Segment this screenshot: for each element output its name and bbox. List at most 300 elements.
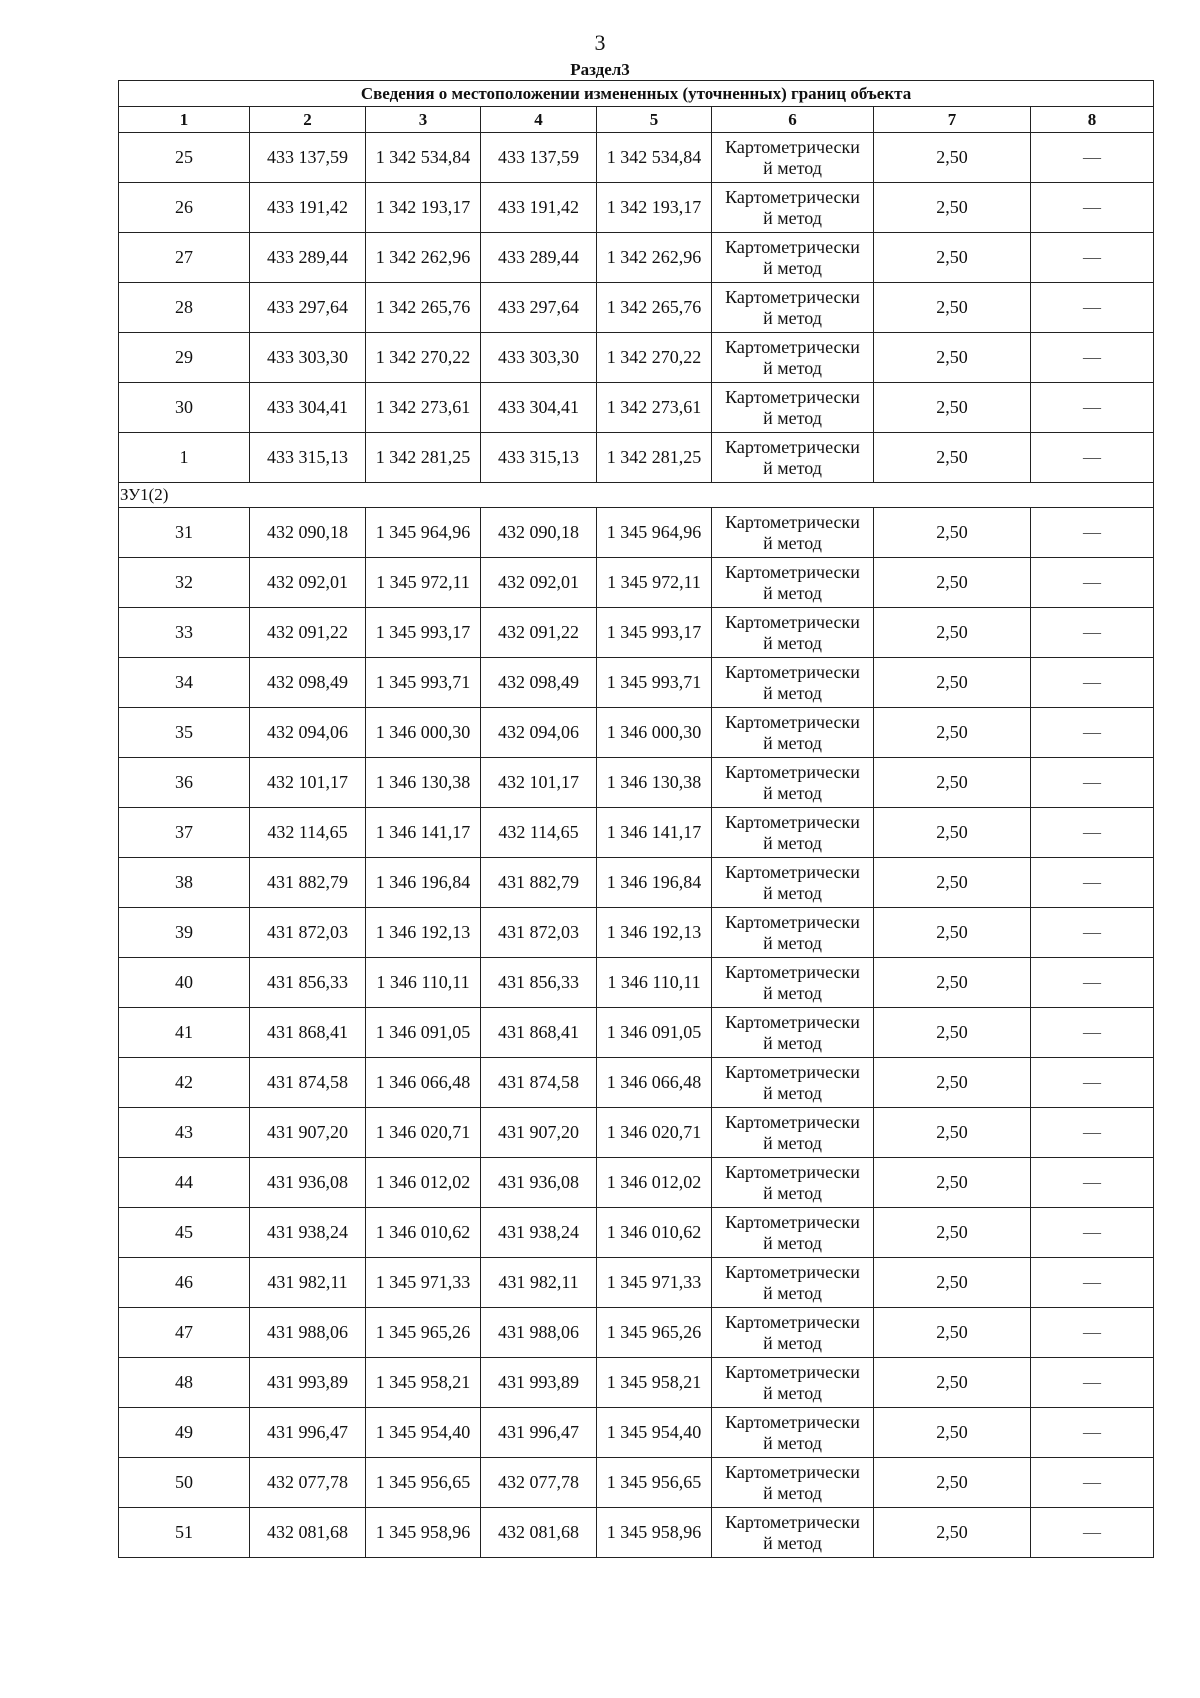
accuracy: 2,50 [874,1508,1031,1558]
method-cell [712,283,874,333]
coordinate-x-existing: 432 092,01 [250,558,366,608]
point-number: 37 [119,808,250,858]
note-dash: — [1031,808,1154,858]
table-row [119,383,1154,433]
method-cell [712,1258,874,1308]
coordinate-y-refined: 1 346 110,11 [597,958,712,1008]
coordinate-y-existing: 1 346 192,13 [366,908,481,958]
coordinate-x-refined: 433 303,30 [481,333,597,383]
coordinate-y-refined: 1 346 141,17 [597,808,712,858]
table-row [119,858,1154,908]
point-number: 30 [119,383,250,433]
table-row [119,1108,1154,1158]
coordinate-y-refined: 1 342 270,22 [597,333,712,383]
coordinate-y-refined: 1 345 958,96 [597,1508,712,1558]
coordinate-y-refined: 1 345 965,26 [597,1308,712,1358]
coordinate-y-existing: 1 345 971,33 [366,1258,481,1308]
page-number: 3 [594,30,606,55]
method-cell [712,658,874,708]
accuracy: 2,50 [874,658,1031,708]
method-line-1: Картометрически [725,561,860,582]
coordinate-x-existing: 432 091,22 [250,608,366,658]
coordinate-y-existing: 1 346 066,48 [366,1058,481,1108]
coordinate-x-refined: 433 304,41 [481,383,597,433]
coordinate-y-existing: 1 345 993,71 [366,658,481,708]
method-cell [712,608,874,658]
point-number: 1 [119,433,250,483]
coordinate-y-refined: 1 346 066,48 [597,1058,712,1108]
method-cell [712,183,874,233]
table-row [119,908,1154,958]
coordinate-x-refined: 431 936,08 [481,1158,597,1208]
note-dash: — [1031,1508,1154,1558]
coordinate-y-existing: 1 346 020,71 [366,1108,481,1158]
method-line-1: Картометрически [725,1061,860,1082]
method-line-2: й метод [763,1232,822,1253]
point-number: 28 [119,283,250,333]
point-number: 39 [119,908,250,958]
note-dash: — [1031,333,1154,383]
method-cell [712,1458,874,1508]
coordinate-x-refined: 432 090,18 [481,508,597,558]
table-body [119,133,1154,1558]
table-row [119,1258,1154,1308]
coordinate-x-existing: 431 874,58 [250,1058,366,1108]
coordinate-y-existing: 1 342 273,61 [366,383,481,433]
coordinate-x-existing: 432 098,49 [250,658,366,708]
coordinate-y-existing: 1 345 965,26 [366,1308,481,1358]
coordinate-y-existing: 1 345 958,96 [366,1508,481,1558]
table-row [119,133,1154,183]
coordinate-x-existing: 431 938,24 [250,1208,366,1258]
accuracy: 2,50 [874,1008,1031,1058]
note-dash: — [1031,758,1154,808]
point-number: 34 [119,658,250,708]
table-row [119,1458,1154,1508]
coordinate-y-existing: 1 346 000,30 [366,708,481,758]
method-cell [712,1508,874,1558]
method-line-1: Картометрически [725,611,860,632]
coordinate-y-existing: 1 346 091,05 [366,1008,481,1058]
coordinate-y-existing: 1 342 281,25 [366,433,481,483]
coordinates-table [118,80,1154,1558]
method-line-1: Картометрически [725,761,860,782]
note-dash: — [1031,858,1154,908]
method-line-2: й метод [763,1182,822,1203]
coordinate-y-refined: 1 342 273,61 [597,383,712,433]
coordinate-y-existing: 1 346 110,11 [366,958,481,1008]
method-line-2: й метод [763,1032,822,1053]
note-dash: — [1031,908,1154,958]
coordinate-x-refined: 432 091,22 [481,608,597,658]
accuracy: 2,50 [874,1108,1031,1158]
coordinate-x-existing: 431 856,33 [250,958,366,1008]
accuracy: 2,50 [874,1208,1031,1258]
coordinate-x-refined: 431 856,33 [481,958,597,1008]
accuracy: 2,50 [874,958,1031,1008]
method-line-1: Картометрически [725,1311,860,1332]
method-line-1: Картометрически [725,511,860,532]
coordinate-x-refined: 433 137,59 [481,133,597,183]
method-line-2: й метод [763,982,822,1003]
table-row [119,1008,1154,1058]
table-row [119,558,1154,608]
method-line-2: й метод [763,1282,822,1303]
point-number: 40 [119,958,250,1008]
point-number: 49 [119,1408,250,1458]
method-line-2: й метод [763,832,822,853]
method-line-2: й метод [763,1432,822,1453]
accuracy: 2,50 [874,433,1031,483]
method-line-1: Картометрически [725,286,860,307]
coordinate-y-existing: 1 345 964,96 [366,508,481,558]
point-number: 50 [119,1458,250,1508]
method-cell [712,1158,874,1208]
point-number: 38 [119,858,250,908]
method-line-2: й метод [763,1082,822,1103]
note-dash: — [1031,133,1154,183]
accuracy: 2,50 [874,133,1031,183]
accuracy: 2,50 [874,808,1031,858]
method-line-1: Картометрически [725,961,860,982]
method-line-1: Картометрически [725,1111,860,1132]
coordinate-y-refined: 1 342 262,96 [597,233,712,283]
coordinate-x-refined: 431 907,20 [481,1108,597,1158]
note-dash: — [1031,233,1154,283]
note-dash: — [1031,1308,1154,1358]
column-number: 1 [119,107,250,133]
method-line-2: й метод [763,1332,822,1353]
accuracy: 2,50 [874,1058,1031,1108]
note-dash: — [1031,558,1154,608]
coordinate-y-existing: 1 342 262,96 [366,233,481,283]
method-line-2: й метод [763,207,822,228]
coordinate-y-refined: 1 342 193,17 [597,183,712,233]
coordinate-x-refined: 431 996,47 [481,1408,597,1458]
note-dash: — [1031,958,1154,1008]
point-number: 51 [119,1508,250,1558]
table-row [119,1508,1154,1558]
point-number: 25 [119,133,250,183]
method-cell [712,958,874,1008]
column-number: 4 [481,107,597,133]
point-number: 32 [119,558,250,608]
coordinate-x-refined: 431 882,79 [481,858,597,908]
coordinate-x-refined: 431 872,03 [481,908,597,958]
coordinate-y-refined: 1 346 020,71 [597,1108,712,1158]
coordinate-x-existing: 431 872,03 [250,908,366,958]
method-line-1: Картометрически [725,136,860,157]
method-line-1: Картометрически [725,661,860,682]
point-number: 44 [119,1158,250,1208]
column-number-row [119,107,1154,133]
accuracy: 2,50 [874,1308,1031,1358]
coordinate-y-existing: 1 345 954,40 [366,1408,481,1458]
method-line-1: Картометрически [725,1261,860,1282]
point-number: 26 [119,183,250,233]
coordinate-y-existing: 1 346 010,62 [366,1208,481,1258]
coordinate-y-refined: 1 346 130,38 [597,758,712,808]
coordinate-x-existing: 433 191,42 [250,183,366,233]
note-dash: — [1031,383,1154,433]
accuracy: 2,50 [874,758,1031,808]
note-dash: — [1031,1458,1154,1508]
coordinate-y-existing: 1 346 130,38 [366,758,481,808]
coordinate-y-refined: 1 342 265,76 [597,283,712,333]
method-cell [712,908,874,958]
point-number: 29 [119,333,250,383]
coordinate-x-existing: 431 988,06 [250,1308,366,1358]
coordinate-y-refined: 1 342 281,25 [597,433,712,483]
method-line-2: й метод [763,1132,822,1153]
table-row [119,333,1154,383]
coordinate-y-refined: 1 346 196,84 [597,858,712,908]
coordinate-y-existing: 1 342 270,22 [366,333,481,383]
table-row [119,283,1154,333]
accuracy: 2,50 [874,508,1031,558]
coordinate-y-existing: 1 346 196,84 [366,858,481,908]
coordinate-x-existing: 433 315,13 [250,433,366,483]
coordinate-y-refined: 1 345 964,96 [597,508,712,558]
method-line-2: й метод [763,157,822,178]
note-dash: — [1031,433,1154,483]
coordinate-y-refined: 1 345 956,65 [597,1458,712,1508]
coordinate-x-existing: 432 077,78 [250,1458,366,1508]
method-line-2: й метод [763,307,822,328]
coordinate-x-refined: 431 988,06 [481,1308,597,1358]
method-line-2: й метод [763,1382,822,1403]
method-line-1: Картометрически [725,911,860,932]
column-number: 5 [597,107,712,133]
method-line-1: Картометрически [725,1461,860,1482]
table-caption: Сведения о местоположении измененных (уточненных) границ объекта [119,81,1154,107]
method-line-1: Картометрически [725,711,860,732]
group-label: ЗУ1(2) [119,483,1154,508]
point-number: 36 [119,758,250,808]
accuracy: 2,50 [874,233,1031,283]
method-line-2: й метод [763,532,822,553]
method-line-1: Картометрически [725,811,860,832]
table-row [119,1358,1154,1408]
coordinate-x-existing: 433 137,59 [250,133,366,183]
coordinate-x-refined: 432 077,78 [481,1458,597,1508]
method-cell [712,1408,874,1458]
method-cell [712,333,874,383]
table-row [119,758,1154,808]
coordinate-x-existing: 432 094,06 [250,708,366,758]
coordinate-y-existing: 1 345 958,21 [366,1358,481,1408]
table-row [119,658,1154,708]
point-number: 35 [119,708,250,758]
method-cell [712,1058,874,1108]
method-cell [712,708,874,758]
method-line-2: й метод [763,357,822,378]
coordinate-y-existing: 1 345 993,17 [366,608,481,658]
method-line-1: Картометрически [725,861,860,882]
method-line-2: й метод [763,582,822,603]
method-line-2: й метод [763,632,822,653]
note-dash: — [1031,1158,1154,1208]
coordinate-y-refined: 1 346 012,02 [597,1158,712,1208]
note-dash: — [1031,508,1154,558]
note-dash: — [1031,1258,1154,1308]
point-number: 31 [119,508,250,558]
coordinate-x-refined: 433 297,64 [481,283,597,333]
coordinate-x-refined: 432 092,01 [481,558,597,608]
coordinate-x-refined: 431 868,41 [481,1008,597,1058]
accuracy: 2,50 [874,333,1031,383]
method-line-2: й метод [763,1482,822,1503]
coordinate-x-existing: 431 868,41 [250,1008,366,1058]
table-row [119,433,1154,483]
accuracy: 2,50 [874,1258,1031,1308]
coordinate-y-refined: 1 345 993,71 [597,658,712,708]
coordinate-x-existing: 432 090,18 [250,508,366,558]
method-line-1: Картометрически [725,1011,860,1032]
method-cell [712,508,874,558]
section-title: Раздел3 [570,60,630,79]
coordinate-x-refined: 432 098,49 [481,658,597,708]
coordinate-x-existing: 432 101,17 [250,758,366,808]
coordinate-x-existing: 431 882,79 [250,858,366,908]
method-line-1: Картометрически [725,1511,860,1532]
coordinate-x-existing: 431 993,89 [250,1358,366,1408]
coordinate-y-existing: 1 346 141,17 [366,808,481,858]
method-line-1: Картометрически [725,1161,860,1182]
coordinate-y-refined: 1 345 993,17 [597,608,712,658]
method-line-2: й метод [763,407,822,428]
method-line-1: Картометрически [725,1411,860,1432]
coordinate-y-existing: 1 342 193,17 [366,183,481,233]
coordinate-x-refined: 433 315,13 [481,433,597,483]
coordinate-y-refined: 1 346 091,05 [597,1008,712,1058]
method-cell [712,1308,874,1358]
table-row [119,1408,1154,1458]
table-row [119,508,1154,558]
table-row [119,1158,1154,1208]
table-row [119,1058,1154,1108]
coordinate-y-existing: 1 346 012,02 [366,1158,481,1208]
accuracy: 2,50 [874,183,1031,233]
coordinate-x-refined: 433 289,44 [481,233,597,283]
method-line-2: й метод [763,257,822,278]
coordinate-x-existing: 433 297,64 [250,283,366,333]
note-dash: — [1031,283,1154,333]
method-cell [712,233,874,283]
coordinate-y-refined: 1 345 958,21 [597,1358,712,1408]
table-row [119,708,1154,758]
table-row [119,233,1154,283]
accuracy: 2,50 [874,383,1031,433]
coordinate-x-refined: 431 993,89 [481,1358,597,1408]
note-dash: — [1031,708,1154,758]
point-number: 47 [119,1308,250,1358]
coordinate-x-refined: 432 114,65 [481,808,597,858]
note-dash: — [1031,183,1154,233]
accuracy: 2,50 [874,858,1031,908]
method-cell [712,758,874,808]
method-line-2: й метод [763,932,822,953]
column-number: 7 [874,107,1031,133]
coordinate-y-refined: 1 346 000,30 [597,708,712,758]
table-row [119,958,1154,1008]
coordinate-y-existing: 1 342 534,84 [366,133,481,183]
accuracy: 2,50 [874,283,1031,333]
coordinate-y-refined: 1 346 192,13 [597,908,712,958]
coordinate-x-existing: 433 303,30 [250,333,366,383]
method-cell [712,1008,874,1058]
method-line-1: Картометрически [725,186,860,207]
method-line-1: Картометрически [725,386,860,407]
column-number: 2 [250,107,366,133]
coordinate-x-refined: 431 982,11 [481,1258,597,1308]
coordinate-x-refined: 432 081,68 [481,1508,597,1558]
coordinate-y-refined: 1 346 010,62 [597,1208,712,1258]
method-line-1: Картометрически [725,436,860,457]
coordinate-x-refined: 432 101,17 [481,758,597,808]
coordinate-y-refined: 1 345 954,40 [597,1408,712,1458]
note-dash: — [1031,1108,1154,1158]
coordinate-x-refined: 432 094,06 [481,708,597,758]
coordinate-y-refined: 1 345 971,33 [597,1258,712,1308]
coordinate-x-existing: 431 907,20 [250,1108,366,1158]
point-number: 43 [119,1108,250,1158]
accuracy: 2,50 [874,1358,1031,1408]
coordinate-y-refined: 1 342 534,84 [597,133,712,183]
method-cell [712,1208,874,1258]
method-cell [712,858,874,908]
note-dash: — [1031,1008,1154,1058]
method-line-1: Картометрически [725,1211,860,1232]
method-cell [712,133,874,183]
method-cell [712,383,874,433]
method-cell [712,1108,874,1158]
coordinate-x-refined: 431 874,58 [481,1058,597,1108]
method-line-2: й метод [763,457,822,478]
method-line-1: Картометрически [725,236,860,257]
accuracy: 2,50 [874,708,1031,758]
coordinate-y-existing: 1 342 265,76 [366,283,481,333]
table-row [119,608,1154,658]
point-number: 33 [119,608,250,658]
coordinate-y-existing: 1 345 956,65 [366,1458,481,1508]
method-cell [712,808,874,858]
coordinate-x-existing: 432 081,68 [250,1508,366,1558]
note-dash: — [1031,658,1154,708]
method-line-2: й метод [763,882,822,903]
table-row [119,1208,1154,1258]
coordinate-x-existing: 431 996,47 [250,1408,366,1458]
column-number: 3 [366,107,481,133]
accuracy: 2,50 [874,608,1031,658]
column-number: 8 [1031,107,1154,133]
method-cell [712,1358,874,1408]
table-row [119,183,1154,233]
coordinate-x-existing: 431 982,11 [250,1258,366,1308]
note-dash: — [1031,1358,1154,1408]
note-dash: — [1031,1208,1154,1258]
coordinate-x-refined: 433 191,42 [481,183,597,233]
method-line-2: й метод [763,782,822,803]
accuracy: 2,50 [874,908,1031,958]
table-row [119,808,1154,858]
coordinate-x-refined: 431 938,24 [481,1208,597,1258]
coordinate-x-existing: 431 936,08 [250,1158,366,1208]
note-dash: — [1031,1058,1154,1108]
coordinate-x-existing: 433 304,41 [250,383,366,433]
accuracy: 2,50 [874,558,1031,608]
coordinate-x-existing: 432 114,65 [250,808,366,858]
